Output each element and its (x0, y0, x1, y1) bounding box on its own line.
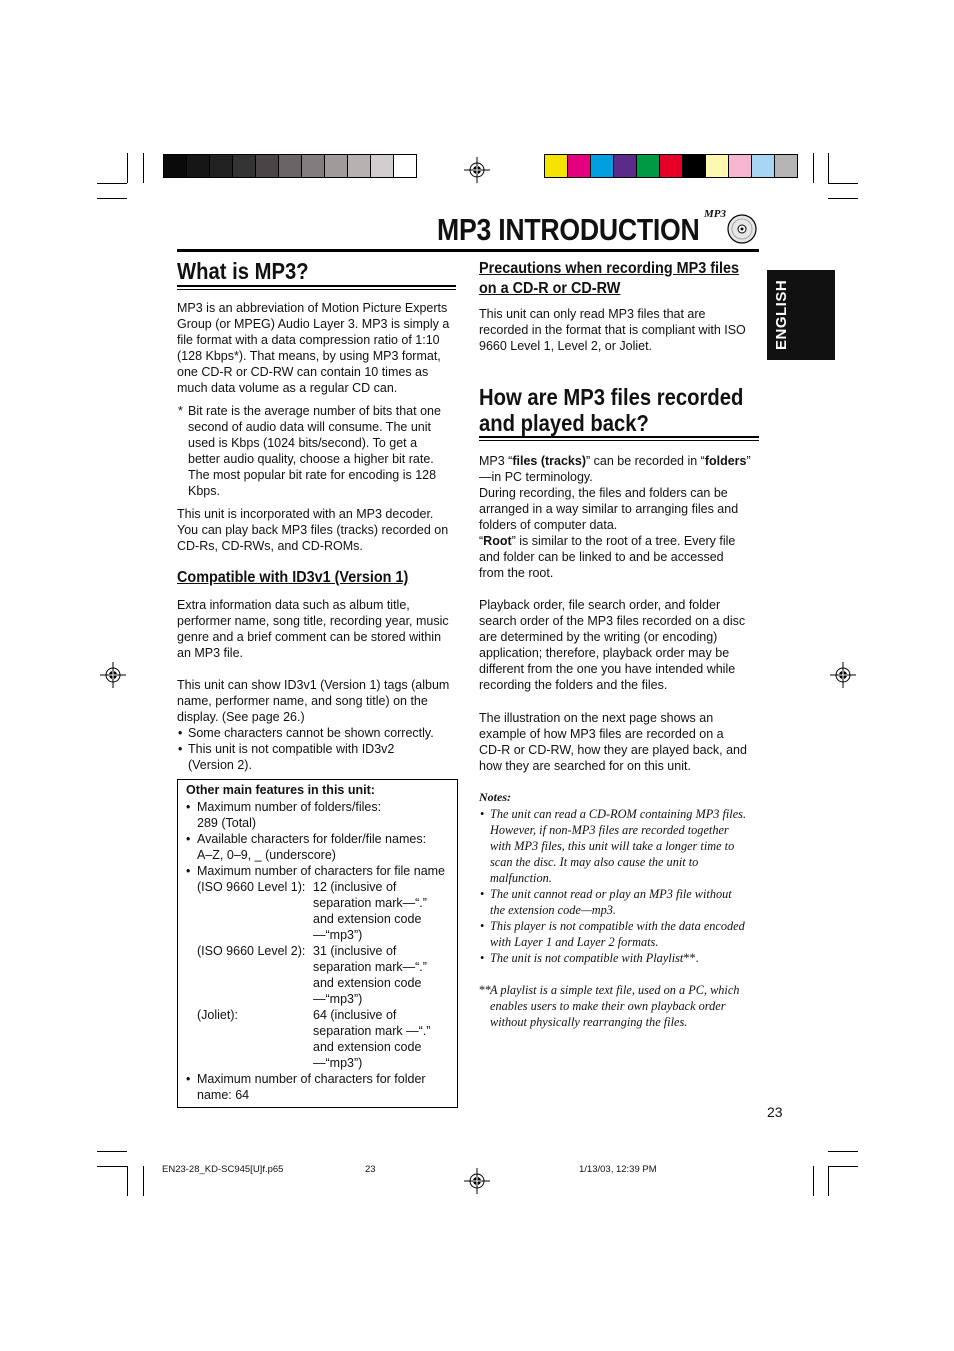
heading-rule (479, 440, 759, 441)
color-swatch (302, 155, 325, 177)
bullet-icon: • (186, 832, 191, 846)
registration-mark-icon (464, 1168, 490, 1194)
list-item: This unit is not compatible with ID3v2 (Version 2). (188, 742, 395, 772)
mp3-logo-text: MP3 (704, 208, 726, 220)
registration-mark-icon (464, 157, 490, 183)
color-swatch (545, 155, 568, 177)
bullet-icon: • (186, 800, 191, 814)
title-rule (177, 249, 759, 252)
id3-display-paragraph: This unit can show ID3v1 (Version 1) tags (album name, performer name, and song title) on the display. (See page 26.) (177, 678, 450, 724)
heading-rule (177, 285, 456, 287)
illustration-paragraph: The illustration on the next page shows an example of how MP3 files are recorded on a CD-R or CD-RW, how they are played back, and how they are searched for on this unit. (479, 711, 747, 773)
page-number: 23 (767, 1104, 783, 1120)
note-item: This player is not compatible with the data encoded with Layer 1 and Layer 2 formats. (490, 919, 745, 949)
color-swatch (164, 155, 187, 177)
color-swatch (775, 155, 797, 177)
color-swatch (614, 155, 637, 177)
level2-label: (ISO 9660 Level 2): (197, 944, 306, 958)
bullet-icon: • (186, 1072, 191, 1086)
color-swatch (256, 155, 279, 177)
color-swatch (394, 155, 416, 177)
color-swatch (706, 155, 729, 177)
disc-icon (726, 213, 758, 245)
joliet-label: (Joliet): (197, 1008, 238, 1022)
color-swatch (233, 155, 256, 177)
id3-paragraph: Extra information data such as album title, performer name, song title, recording year, music genre and a brief comment can be stored within an MP3 file. (177, 598, 449, 660)
playlist-footnote: A playlist is a simple text file, used on a PC, which enables users to make their own playback order without physically rearranging the files. (490, 983, 740, 1029)
color-swatch (348, 155, 371, 177)
level1-label: (ISO 9660 Level 1): (197, 880, 306, 894)
process-color-bar (544, 154, 798, 178)
color-swatch (637, 155, 660, 177)
bullet-icon: • (480, 919, 485, 933)
level1-value: 12 (inclusive of separation mark—“.” and extension code —“mp3”) (313, 880, 427, 942)
bullet-icon: • (178, 726, 183, 740)
color-swatch (683, 155, 706, 177)
heading-rule (479, 436, 759, 438)
note-item: The unit cannot read or play an MP3 file without the extension code—mp3. (490, 887, 732, 917)
bullet-icon: • (480, 887, 485, 901)
grayscale-color-bar (163, 154, 417, 178)
footnote-mark: ** (479, 983, 492, 997)
bullet-icon: • (178, 742, 183, 756)
footer-filename: EN23-28_KD-SC945[U]f.p65 (162, 1164, 284, 1175)
color-swatch (660, 155, 683, 177)
note-item: The unit can read a CD-ROM containing MP3 files. However, if non-MP3 files are recorded together with MP3 files, this unit will take a longer time to scan the disc. It may also cause the unit to malfunction. (490, 807, 747, 885)
how-recorded-heading: How are MP3 files recorded and played back? (479, 384, 744, 436)
precautions-heading: Precautions when recording MP3 files on a CD-R or CD-RW (479, 260, 740, 297)
heading-rule (177, 289, 456, 290)
what-is-mp3-heading: What is MP3? (177, 258, 309, 284)
color-swatch (752, 155, 775, 177)
bullet-icon: • (186, 864, 191, 878)
notes-title: Notes: (479, 790, 511, 804)
color-swatch (187, 155, 210, 177)
decoder-paragraph: This unit is incorporated with an MP3 decoder. You can play back MP3 files (tracks) recorded on CD-Rs, CD-RWs, and CD-ROMs. (177, 507, 449, 553)
how-recorded-paragraph: MP3 “files (tracks)” can be recorded in “folders” —in PC terminology. During recording, the files and folders can be arranged in a way similar to arranging files and folders of computer data. “Root” is similar to the root of a tree. Every file and folder can be linked to and be accessed from the root. (479, 454, 751, 580)
color-swatch (568, 155, 591, 177)
compatible-heading: Compatible with ID3v1 (Version 1) (177, 569, 409, 586)
page-title: MP3 INTRODUCTION (437, 212, 700, 247)
note-item: The unit is not compatible with Playlist**. (490, 951, 699, 965)
mp3-disc-logo (704, 206, 760, 246)
bullet-icon: • (480, 951, 485, 965)
color-swatch (371, 155, 394, 177)
registration-mark-icon (100, 662, 126, 688)
footer-date: 1/13/03, 12:39 PM (579, 1164, 657, 1175)
color-swatch (729, 155, 752, 177)
list-item: Maximum number of characters for file name (197, 864, 446, 878)
joliet-value: 64 (inclusive of separation mark —“.” and extension code —“mp3”) (313, 1008, 431, 1070)
level2-value: 31 (inclusive of separation mark—“.” and extension code —“mp3”) (313, 944, 427, 1006)
list-item: Some characters cannot be shown correctly. (188, 726, 434, 740)
precautions-paragraph: This unit can only read MP3 files that are recorded in the format that is compliant with ISO 9660 Level 1, Level 2, or Joliet. (479, 307, 746, 353)
language-tab-label: ENGLISH (773, 279, 790, 350)
color-swatch (279, 155, 302, 177)
list-item: Maximum number of characters for folder name: 64 (197, 1072, 426, 1102)
color-swatch (210, 155, 233, 177)
list-item: Maximum number of folders/files: 289 (Total) (197, 800, 382, 830)
list-item: Available characters for folder/file names: A–Z, 0–9, _ (underscore) (197, 832, 427, 862)
footnote-mark: * (178, 404, 183, 418)
color-swatch (325, 155, 348, 177)
features-title: Other main features in this unit: (186, 783, 375, 797)
bullet-icon: • (480, 807, 485, 821)
playback-order-paragraph: Playback order, file search order, and folder search order of the MP3 files recorded on a disc are determined by the writing (or encoding) application; therefore, playback order may be different from the one you have intended while recording the folders and the files. (479, 598, 746, 692)
language-tab (767, 270, 835, 360)
what-is-mp3-paragraph: MP3 is an abbreviation of Motion Picture Experts Group (or MPEG) Audio Layer 3. MP3 is simply a file format with a data compression ratio of 1:10 (128 Kbps*). That means, by using MP3 format, one CD-R or CD-RW can contain 10 times as much data volume as a regular CD can. (177, 301, 450, 395)
bit-rate-footnote: Bit rate is the average number of bits that one second of audio data will consume. The unit used is Kbps (1024 bits/second). To get a better audio quality, choose a higher bit rate. The most popular bit rate for encoding is 128 Kbps. (188, 404, 441, 498)
registration-mark-icon (830, 662, 856, 688)
color-swatch (591, 155, 614, 177)
footer-page: 23 (365, 1164, 376, 1175)
